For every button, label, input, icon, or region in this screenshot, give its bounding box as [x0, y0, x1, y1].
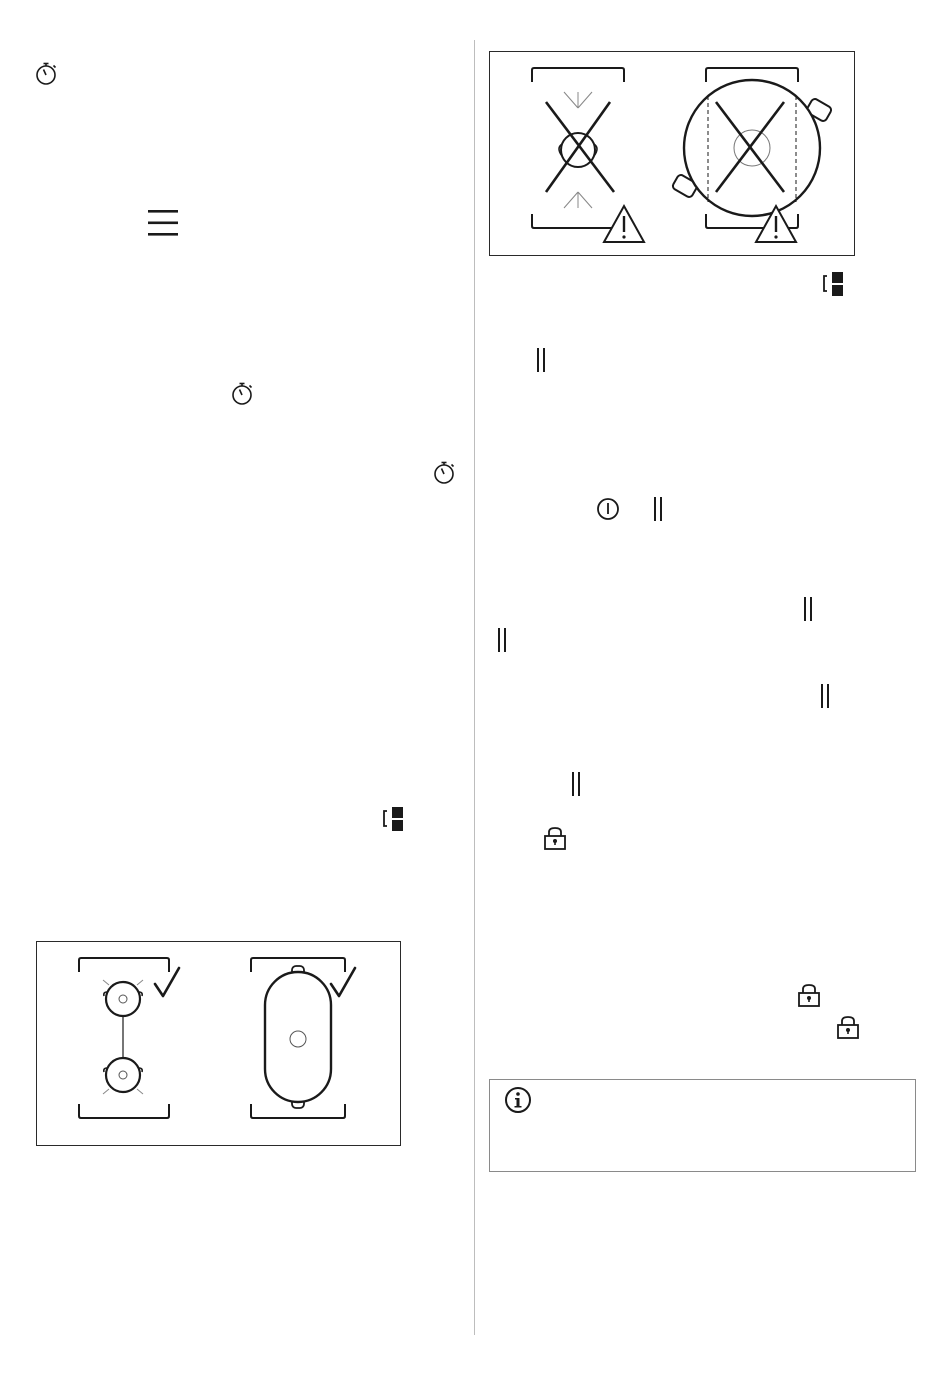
power-icon: [596, 497, 620, 521]
pause-icon: [803, 597, 813, 621]
stopwatch-icon: [35, 62, 59, 86]
bridge-icon: [381, 805, 405, 833]
pause-icon: [497, 628, 507, 652]
stopwatch-icon: [231, 382, 255, 406]
pause-icon: [820, 684, 830, 708]
pause-icon: [653, 497, 663, 521]
info-box: [489, 1079, 916, 1172]
lock-icon: [543, 826, 567, 850]
lock-icon: [797, 983, 821, 1007]
pause-icon: [571, 772, 581, 796]
lock-icon: [836, 1015, 860, 1039]
menu-icon: [148, 210, 178, 236]
incorrect-cookware-figure: [489, 51, 855, 256]
correct-cookware-figure: [36, 941, 401, 1146]
stopwatch-icon: [433, 461, 457, 485]
info-icon: [504, 1086, 532, 1114]
bridge-icon: [821, 270, 845, 298]
column-divider: [474, 40, 475, 1335]
pause-icon: [536, 348, 546, 372]
